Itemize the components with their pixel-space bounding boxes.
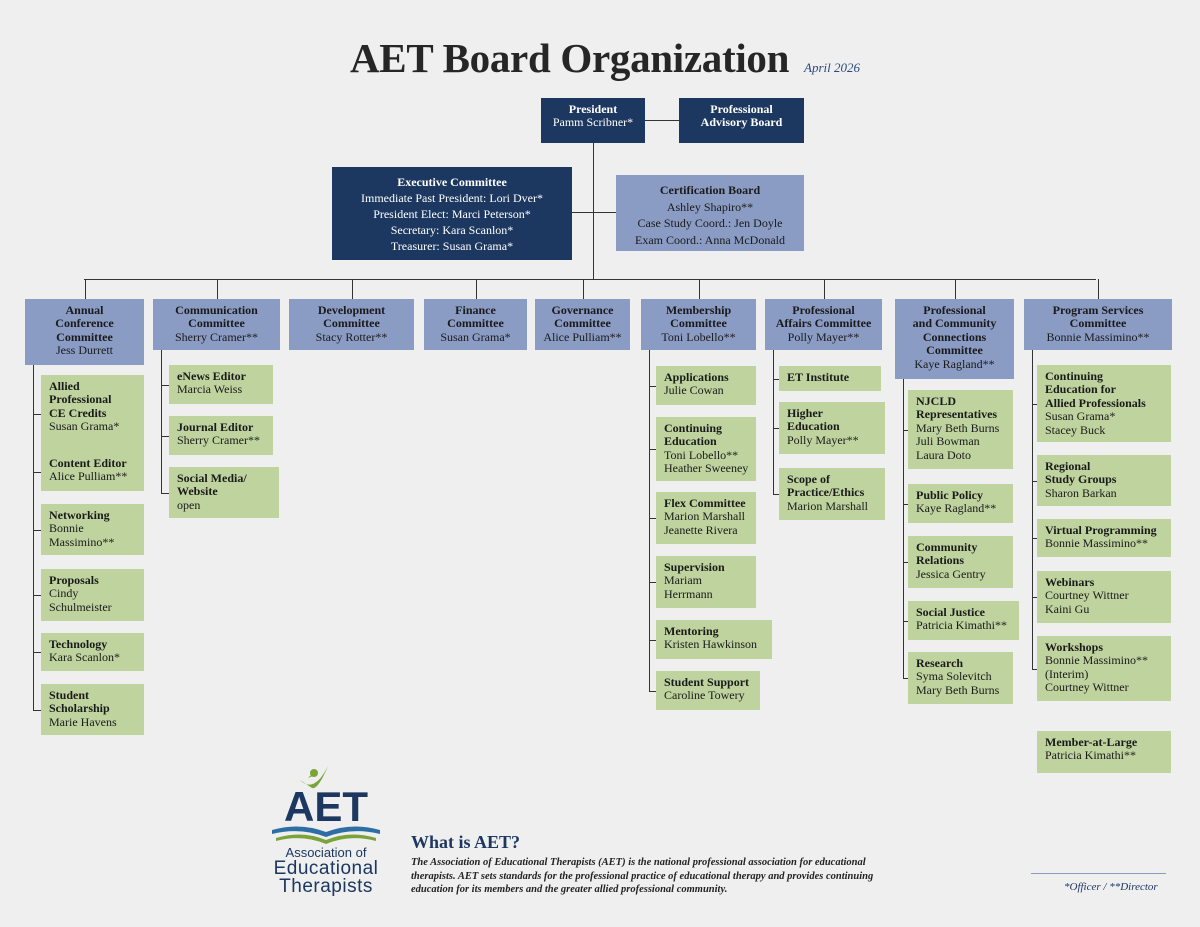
box-heading: Committee [670, 316, 727, 331]
box-name: Marion Marshall [664, 509, 745, 524]
subcommittee-box [169, 416, 273, 455]
box-name: open [177, 497, 201, 512]
box-heading: Webinars [1045, 575, 1095, 589]
committee-drop [217, 279, 218, 299]
subcommittee-branch [33, 710, 41, 711]
president-trunk [593, 143, 594, 279]
box-name: Treasurer: Susan Grama* [390, 239, 514, 253]
box-name: Laura Doto [916, 447, 971, 462]
subcommittee-branch [33, 472, 41, 473]
box-heading: Committee [1069, 316, 1127, 331]
box-name: Susan Grama* [49, 419, 120, 434]
box-heading: Social Media/ [177, 471, 247, 485]
box-name: Polly Mayer** [787, 329, 860, 344]
committee-drop [352, 279, 353, 299]
subcommittee-box [779, 468, 885, 520]
box-heading: Education [664, 434, 717, 449]
box-heading: Supervision [664, 560, 725, 574]
subcommittee-branch [649, 386, 656, 387]
subcommittee-branch [161, 493, 169, 494]
box-name: Sharon Barkan [1045, 485, 1117, 500]
committee-box [765, 299, 882, 350]
box-name: Alice Pulliam** [543, 329, 622, 344]
chart-date: April 2026 [804, 60, 860, 75]
committee-drop [824, 279, 825, 299]
box-heading: Representatives [916, 407, 998, 422]
subcommittee-box [908, 390, 1013, 469]
chart-title: AET Board Organization [350, 35, 790, 81]
subcommittee-spine [903, 379, 904, 678]
box-heading: Communication [175, 303, 258, 317]
box-heading: Student [49, 688, 90, 702]
subcommittee-box [41, 452, 144, 491]
box-heading: Relations [916, 553, 964, 568]
committee-drop [699, 279, 700, 299]
box-heading: Technology [49, 637, 108, 651]
box-heading: Website [177, 484, 218, 499]
box-name: Courtney Wittner [1045, 588, 1129, 603]
subcommittee-box [779, 366, 881, 391]
committee-drop [1098, 279, 1099, 299]
executive-committee-box [332, 167, 572, 260]
box-heading: Allied [49, 379, 80, 393]
box-heading: Conference [55, 316, 114, 331]
box-heading: President [568, 102, 618, 116]
committee-drop [476, 279, 477, 299]
box-heading: Affairs Committee [775, 316, 872, 331]
box-name: Jess Durrett [56, 343, 113, 358]
box-heading: Annual [65, 303, 104, 317]
certification-board-box [616, 175, 804, 251]
subcommittee-spine [1032, 350, 1033, 669]
subcommittee-branch [649, 691, 656, 692]
committee-box [641, 299, 756, 350]
box-name: Juli Bowman [916, 434, 980, 449]
subcommittee-box [656, 366, 756, 405]
box-name: Jeanette Rivera [664, 522, 738, 537]
box-heading: Higher [787, 406, 823, 420]
committee-box [424, 299, 527, 350]
box-name: Kara Scanlon* [49, 650, 120, 665]
box-heading: Public Policy [916, 488, 983, 502]
box-heading: Mentoring [664, 624, 719, 638]
box-heading: Research [916, 656, 964, 670]
committee-box [535, 299, 630, 350]
box-heading: Flex Committee [664, 496, 746, 510]
subcommittee-spine [773, 350, 774, 494]
box-name: Ashley Shapiro** [666, 199, 754, 214]
box-name: Herrmann [664, 586, 713, 601]
subcommittee-box [1037, 365, 1171, 442]
box-name: Immediate Past President: Lori Dver* [361, 191, 543, 205]
box-heading: Continuing [1045, 369, 1104, 383]
box-heading: Connections [922, 329, 987, 344]
box-name: Sherry Cramer** [177, 433, 260, 448]
box-heading: Development [317, 303, 386, 317]
box-heading: Education for [1045, 382, 1117, 397]
box-name: Mariam [664, 573, 702, 588]
about-title: What is AET? [411, 832, 521, 852]
committee-drop [85, 279, 86, 299]
logo-line2: Educational [273, 858, 379, 879]
box-heading: eNews Editor [177, 369, 246, 383]
committee-bus [84, 279, 1096, 280]
box-name: Sherry Cramer** [175, 329, 258, 344]
box-name: Patricia Kimathi** [1045, 748, 1136, 763]
box-name: Mary Beth Burns [916, 682, 1000, 697]
box-heading: Membership [665, 303, 732, 317]
box-name: Pamm Scribner* [552, 115, 634, 130]
subcommittee-box [41, 684, 144, 735]
box-heading: Education [787, 419, 840, 434]
committee-box [25, 299, 144, 365]
box-heading: Executive Committee [397, 175, 507, 189]
box-heading: ET Institute [787, 370, 850, 384]
box-heading: Scholarship [49, 701, 110, 716]
legend-divider [1031, 873, 1166, 874]
subcommittee-box [41, 375, 144, 452]
box-name: Marie Havens [49, 714, 117, 729]
box-heading: Committee [56, 329, 113, 344]
box-name: Bonnie [49, 521, 84, 536]
box-heading: Committee [554, 316, 611, 331]
subcommittee-branch [33, 652, 41, 653]
committee-box [895, 299, 1014, 379]
about-body: The Association of Educational Therapists (AET) is the national professional association for educational therapists. AET sets standards for the professional practice of educational therapy and provides continuing education for its members and the greater allied professional community. [411, 857, 874, 895]
box-heading: Student Support [664, 675, 750, 689]
subcommittee-box [908, 484, 1013, 523]
subcommittee-branch [33, 595, 41, 596]
box-heading: Professional [923, 303, 986, 317]
president-box [541, 98, 645, 143]
box-name: Toni Lobello** [664, 447, 739, 462]
box-heading: Governance [551, 303, 614, 317]
box-name: Kaye Ragland** [916, 501, 997, 516]
box-heading: Workshops [1045, 640, 1104, 654]
box-heading: Finance [455, 303, 496, 317]
box-name: Heather Sweeney [664, 461, 749, 476]
box-heading: Professional [49, 392, 112, 407]
box-name: Caroline Towery [664, 688, 745, 703]
logo-wordmark [256, 845, 396, 896]
box-name: Exam Coord.: Anna McDonald [635, 232, 785, 247]
box-name: Mary Beth Burns [916, 420, 1000, 435]
subcommittee-box [169, 467, 279, 518]
subcommittee-box [41, 633, 144, 671]
box-name: Toni Lobello** [661, 329, 736, 344]
box-heading: Study Groups [1045, 472, 1117, 487]
subcommittee-box [1037, 571, 1171, 623]
subcommittee-spine [33, 365, 34, 710]
box-heading: Content Editor [49, 456, 127, 470]
box-heading: Continuing [664, 421, 723, 435]
box-name: (Interim) [1045, 666, 1089, 681]
box-heading: Scope of [787, 472, 830, 486]
exec-cert-link [571, 212, 617, 213]
box-name: Kaye Ragland** [914, 356, 995, 371]
box-heading: Journal Editor [177, 420, 254, 434]
box-name: Susan Grama* [1045, 409, 1116, 424]
subcommittee-box [656, 620, 772, 659]
subcommittee-box [1037, 519, 1171, 557]
subcommittee-box [779, 402, 885, 454]
box-heading: Committee [188, 316, 245, 331]
box-name: Patricia Kimathi** [916, 618, 1007, 633]
box-heading: and Community [912, 316, 997, 331]
box-name: Courtney Wittner [1045, 680, 1129, 695]
subcommittee-branch [649, 518, 656, 519]
subcommittee-box [656, 556, 756, 608]
box-name: Stacy Rotter** [315, 329, 388, 344]
box-name: Julie Cowan [664, 383, 724, 398]
box-heading: Professional [710, 102, 773, 116]
subcommittee-box [908, 601, 1019, 640]
subcommittee-box [656, 492, 756, 544]
box-name: Massimino** [49, 534, 115, 549]
subcommittee-box [908, 652, 1013, 704]
box-name: Alice Pulliam** [49, 469, 128, 484]
box-name: Cindy [49, 586, 79, 601]
committee-box [289, 299, 414, 350]
subcommittee-box [1037, 636, 1171, 701]
subcommittee-branch [649, 640, 656, 641]
subcommittee-branch [161, 436, 169, 437]
box-heading: Regional [1045, 459, 1091, 473]
logo-line3: Therapists [279, 876, 373, 897]
box-heading: CE Credits [49, 405, 107, 420]
box-heading: Virtual Programming [1045, 523, 1157, 537]
subcommittee-spine [161, 350, 162, 493]
box-name: Bonnie Massimino** [1045, 653, 1149, 668]
box-heading: Certification Board [659, 183, 761, 197]
committee-box [153, 299, 280, 350]
subcommittee-branch [33, 414, 41, 415]
box-heading: Practice/Ethics [787, 485, 865, 500]
box-name: Bonnie Massimino** [1046, 329, 1150, 344]
box-heading: Networking [49, 508, 110, 522]
box-heading: Committee [926, 343, 983, 358]
committee-drop [955, 279, 956, 299]
committee-drop [583, 279, 584, 299]
box-name: Kristen Hawkinson [664, 637, 757, 652]
box-heading: Social Justice [916, 605, 985, 619]
subcommittee-box [41, 504, 144, 555]
subcommittee-box [1037, 455, 1171, 506]
box-name: Susan Grama* [440, 329, 511, 344]
subcommittee-box [908, 536, 1013, 588]
subcommittee-branch [649, 582, 656, 583]
box-name: Bonnie Massimino** [1045, 536, 1149, 551]
box-heading: Member-at-Large [1045, 735, 1138, 749]
advisory-board-box [679, 98, 804, 143]
president-advisory-link [645, 120, 680, 121]
subcommittee-box [41, 569, 144, 621]
logo-acronym: AET [284, 783, 368, 830]
legend-text: *Officer / **Director [1064, 881, 1158, 893]
box-heading: Allied Professionals [1045, 395, 1146, 410]
subcommittee-box [656, 671, 760, 710]
subcommittee-branch [161, 385, 169, 386]
logo-line1: Association of [285, 845, 367, 860]
box-name: Stacey Buck [1045, 422, 1106, 437]
subcommittee-box [169, 365, 273, 404]
box-name: Marion Marshall [787, 498, 868, 513]
committee-box [1024, 299, 1172, 350]
box-name: Polly Mayer** [787, 432, 859, 447]
box-heading: Program Services [1052, 303, 1144, 317]
box-name: Schulmeister [49, 599, 112, 614]
box-name: Syma Solevitch [916, 669, 992, 684]
subcommittee-branch [649, 449, 656, 450]
box-heading: Applications [664, 370, 729, 384]
box-name: President Elect: Marci Peterson* [373, 207, 531, 221]
subcommittee-branch [33, 530, 41, 531]
box-name: Jessica Gentry [916, 566, 986, 581]
box-heading: NJCLD [916, 394, 957, 408]
box-heading: Professional [792, 303, 855, 317]
box-heading: Committee [447, 316, 504, 331]
box-heading: Advisory Board [700, 115, 783, 130]
box-name: Case Study Coord.: Jen Doyle [637, 216, 783, 230]
box-heading: Community [916, 540, 978, 554]
box-heading: Committee [323, 316, 380, 331]
subcommittee-box [656, 417, 756, 481]
box-heading: Proposals [49, 573, 99, 587]
box-name: Marcia Weiss [177, 382, 243, 397]
box-name: Secretary: Kara Scanlon* [390, 223, 514, 237]
box-name: Kaini Gu [1045, 601, 1090, 616]
member-at-large-box [1037, 731, 1171, 773]
